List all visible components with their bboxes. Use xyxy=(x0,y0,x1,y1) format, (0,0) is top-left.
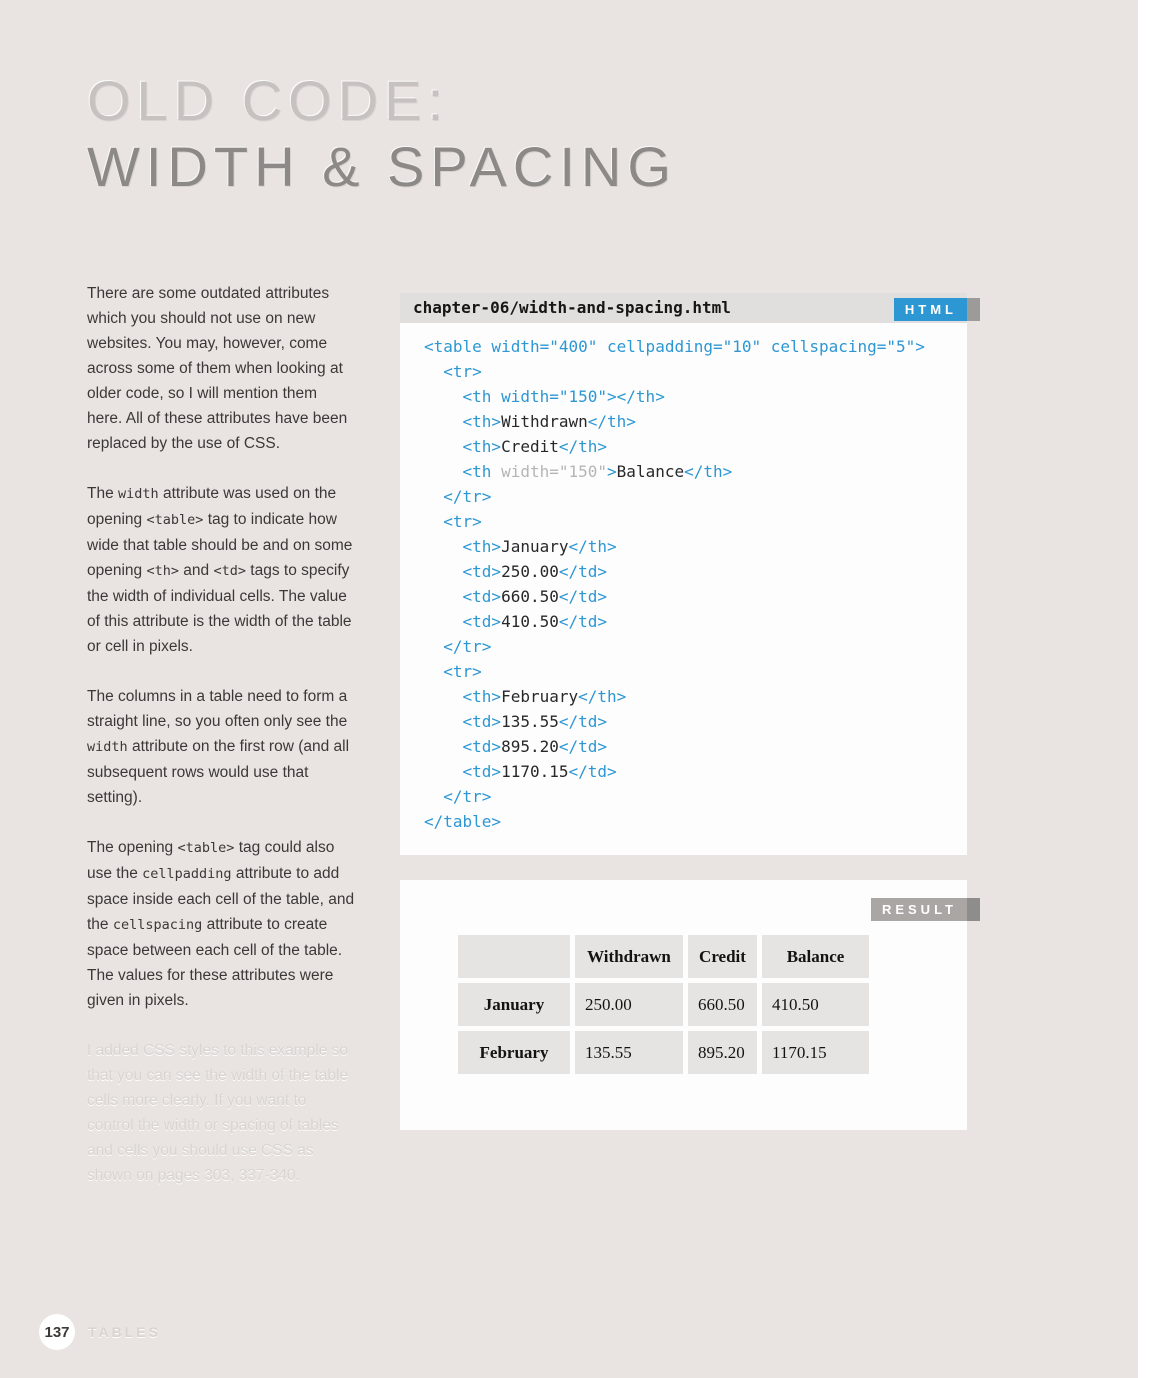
code-segment: <td> xyxy=(424,762,502,781)
result-header-row xyxy=(458,935,869,978)
text-run: tag to indicate how wide that table should be and on some opening xyxy=(87,511,353,579)
code-segment: 135.55 xyxy=(501,712,559,731)
code-segment: 410.50 xyxy=(501,612,559,631)
table-cell: 895.20 xyxy=(688,1031,757,1074)
code-line xyxy=(424,509,967,534)
text-run: attribute to create space between each cell of the table. The values for these attributes were given in pixels. xyxy=(87,916,343,1009)
code-segment: </tr> xyxy=(424,487,492,506)
code-segment: Credit xyxy=(501,437,559,456)
code-line xyxy=(424,784,967,809)
inline-code: <th> xyxy=(146,563,179,579)
inline-code: <table> xyxy=(177,840,235,856)
page-title-line2: WIDTH & SPACING xyxy=(87,135,677,198)
code-segment: <table width="400" cellpadding="10" cellspacing="5"> xyxy=(424,337,925,356)
code-line xyxy=(424,634,967,659)
text-run: I added CSS styles to this example so that you can see the width of the table cells more clearly. If you want to control the width or spacing of tables and cells you should use CSS as shown on pages 303, 337-340. xyxy=(87,1042,349,1184)
code-line xyxy=(424,809,967,834)
page-title xyxy=(87,68,677,200)
paragraph xyxy=(87,1038,355,1188)
table-cell: 250.00 xyxy=(575,983,683,1026)
code-listing xyxy=(400,323,967,834)
code-line xyxy=(424,334,967,359)
code-segment: > xyxy=(607,462,617,481)
paragraph xyxy=(87,835,355,1013)
code-segment: </td> xyxy=(558,612,608,631)
table-cell: 410.50 xyxy=(762,983,869,1026)
code-segment: </th> xyxy=(587,412,636,431)
text-run: attribute was used on the opening xyxy=(87,485,337,528)
text-run: attribute on the first row (and all subsequent rows would use that setting). xyxy=(87,738,350,806)
article-paragraphs xyxy=(87,281,355,1213)
code-segment: <td> xyxy=(424,562,502,581)
code-line xyxy=(424,484,967,509)
code-line xyxy=(424,734,967,759)
code-segment: </th> xyxy=(558,437,608,456)
table-cell: 1170.15 xyxy=(762,1031,869,1074)
code-segment: </tr> xyxy=(424,637,492,656)
code-segment: <th> xyxy=(424,412,502,431)
code-segment: February xyxy=(501,687,579,706)
table-cell: 660.50 xyxy=(688,983,757,1026)
code-segment: </table> xyxy=(424,812,502,831)
inline-code: cellspacing xyxy=(112,917,203,933)
result-header-cell-withdrawn: Withdrawn xyxy=(575,935,683,978)
row-label: February xyxy=(458,1031,570,1074)
code-segment: </td> xyxy=(558,712,608,731)
code-segment: <th> xyxy=(424,687,502,706)
code-segment: </td> xyxy=(558,737,608,756)
result-table xyxy=(453,930,874,1079)
code-segment: <th> xyxy=(424,537,502,556)
code-segment: <th width="150"></th> xyxy=(424,387,665,406)
code-line xyxy=(424,584,967,609)
code-segment: </tr> xyxy=(424,787,492,806)
text-run: The xyxy=(87,485,119,502)
code-filename: chapter-06/width-and-spacing.html xyxy=(413,298,731,317)
result-header-cell-empty xyxy=(458,935,570,978)
text-run: tag could also use the xyxy=(87,839,335,882)
code-line xyxy=(424,659,967,684)
code-line xyxy=(424,359,967,384)
code-segment: </th> xyxy=(568,537,617,556)
html-badge: HTML xyxy=(894,298,980,321)
code-segment: </th> xyxy=(684,462,733,481)
inline-code: width xyxy=(87,739,128,755)
code-line xyxy=(424,384,967,409)
code-line xyxy=(424,434,967,459)
text-run: The opening xyxy=(87,839,178,856)
inline-code: cellpadding xyxy=(142,866,232,882)
table-cell: 135.55 xyxy=(575,1031,683,1074)
code-segment: 1170.15 xyxy=(501,762,569,781)
code-line xyxy=(424,609,967,634)
code-line xyxy=(424,759,967,784)
code-segment: <td> xyxy=(424,587,502,606)
table-row xyxy=(458,983,869,1026)
text-run: and xyxy=(179,562,214,579)
page-title-line1: OLD CODE: xyxy=(87,69,450,132)
code-segment: </td> xyxy=(568,762,617,781)
paragraph xyxy=(87,481,355,659)
code-segment: <td> xyxy=(424,737,502,756)
code-filename-bar xyxy=(400,293,967,323)
code-segment: January xyxy=(501,537,569,556)
code-segment: width="150" xyxy=(501,462,608,481)
row-label: January xyxy=(458,983,570,1026)
code-segment: <th xyxy=(424,462,502,481)
code-line xyxy=(424,534,967,559)
result-header-cell-credit: Credit xyxy=(688,935,757,978)
code-segment: <td> xyxy=(424,612,502,631)
code-segment: Withdrawn xyxy=(501,412,588,431)
result-badge: RESULT xyxy=(871,898,980,921)
code-segment: </td> xyxy=(558,562,608,581)
text-run: attribute to add space inside each cell of the table, and the xyxy=(87,865,355,933)
result-header-cell-balance: Balance xyxy=(762,935,869,978)
code-segment: </td> xyxy=(558,587,608,606)
page-number: 137 xyxy=(44,1323,70,1341)
section-label: TABLES xyxy=(88,1324,161,1340)
result-panel xyxy=(400,880,967,1130)
code-line xyxy=(424,684,967,709)
code-line xyxy=(424,559,967,584)
text-run: There are some outdated attributes which you should not use on new websites. You may, however, come across some of them when looking at older code, so I will mention them here. All of these attributes have been replaced by the use of CSS. xyxy=(87,285,348,452)
code-segment: <td> xyxy=(424,712,502,731)
code-segment: 250.00 xyxy=(501,562,559,581)
code-segment: 895.20 xyxy=(501,737,559,756)
text-run: tags to specify the width of individual cells. The value of this attribute is the width of the table or cell in pixels. xyxy=(87,562,352,655)
code-line xyxy=(424,459,967,484)
paragraph xyxy=(87,684,355,810)
table-row xyxy=(458,1031,869,1074)
paragraph xyxy=(87,281,355,456)
page-number-badge xyxy=(39,1314,75,1350)
code-line xyxy=(424,409,967,434)
inline-code: width xyxy=(118,486,159,502)
code-segment: Balance xyxy=(616,462,685,481)
inline-code: <table> xyxy=(146,512,204,528)
code-segment: 660.50 xyxy=(501,587,559,606)
code-segment: <tr> xyxy=(424,512,482,531)
code-segment: </th> xyxy=(578,687,627,706)
code-line xyxy=(424,709,967,734)
code-segment: <tr> xyxy=(424,362,482,381)
inline-code: <td> xyxy=(213,563,246,579)
code-segment: <th> xyxy=(424,437,502,456)
code-panel xyxy=(400,293,967,855)
code-segment: <tr> xyxy=(424,662,482,681)
text-run: The columns in a table need to form a straight line, so you often only see the xyxy=(87,688,348,730)
